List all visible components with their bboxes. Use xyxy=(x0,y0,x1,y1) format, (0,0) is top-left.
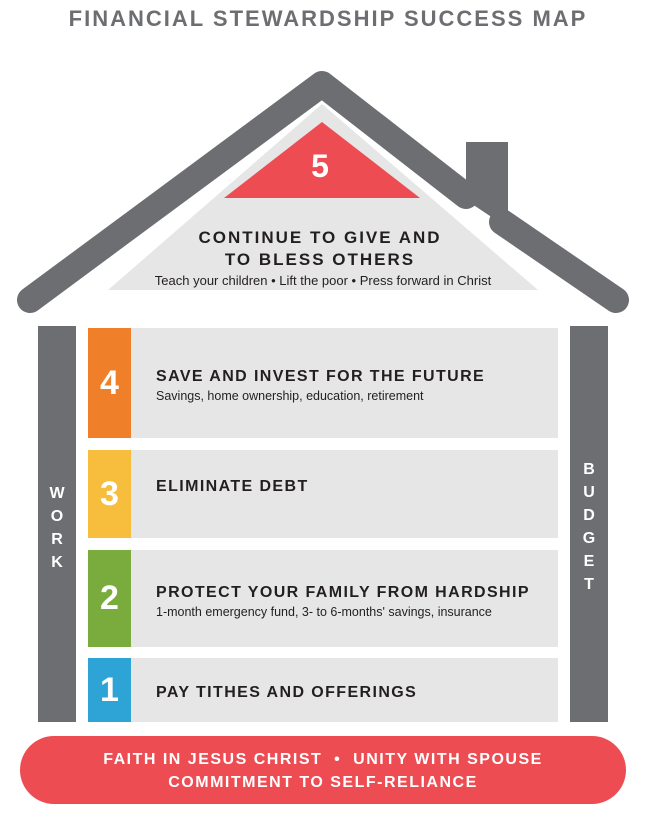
step-3 xyxy=(88,450,558,538)
pillar-label-work xyxy=(47,482,67,574)
step-5-number: 5 xyxy=(311,148,329,184)
step-1 xyxy=(88,658,558,722)
pillar-letter: R xyxy=(51,531,63,548)
page-title: FINANCIAL STEWARDSHIP SUCCESS MAP xyxy=(68,6,588,31)
pillar-letter: O xyxy=(50,508,64,525)
pillar-label-budget xyxy=(579,458,599,596)
step-5-title-line2: TO BLESS OTHERS xyxy=(224,250,416,269)
step-3-number: 3 xyxy=(88,450,131,538)
pillar-letter: D xyxy=(583,507,595,524)
step-5-subtitle: Teach your children • Lift the poor • Press forward in Christ xyxy=(154,273,492,288)
foundation-banner xyxy=(20,736,626,804)
step-2-title: PROTECT YOUR FAMILY FROM HARDSHIP xyxy=(156,584,530,601)
foundation-line1: FAITH IN JESUS CHRIST • UNITY WITH SPOUSE xyxy=(103,751,543,768)
step-2-number: 2 xyxy=(88,550,131,647)
pillar-letter: E xyxy=(583,553,595,570)
pillar-letter: B xyxy=(583,461,595,478)
step-4-title: SAVE AND INVEST FOR THE FUTURE xyxy=(156,368,486,385)
step-2-subtitle: 1-month emergency fund, 3- to 6-months' savings, insurance xyxy=(156,605,492,619)
step-4 xyxy=(88,328,558,438)
step-5-title xyxy=(150,227,490,271)
pillar-letter: T xyxy=(584,576,594,593)
step-1-number: 1 xyxy=(88,658,131,722)
pillar-letter: K xyxy=(51,554,63,571)
chimney xyxy=(466,142,508,228)
step-3-title: ELIMINATE DEBT xyxy=(156,478,309,495)
step-4-number: 4 xyxy=(88,328,131,438)
pillar-letter: W xyxy=(49,485,65,502)
step-2 xyxy=(88,550,558,647)
step-5-title-line1: CONTINUE TO GIVE AND xyxy=(198,228,442,247)
pillar-letter: U xyxy=(583,484,595,501)
step-4-subtitle: Savings, home ownership, education, retirement xyxy=(156,389,424,403)
foundation-line2: COMMITMENT TO SELF-RELIANCE xyxy=(168,774,478,791)
pillar-letter: G xyxy=(582,530,596,547)
step-1-title: PAY TITHES AND OFFERINGS xyxy=(156,684,418,701)
